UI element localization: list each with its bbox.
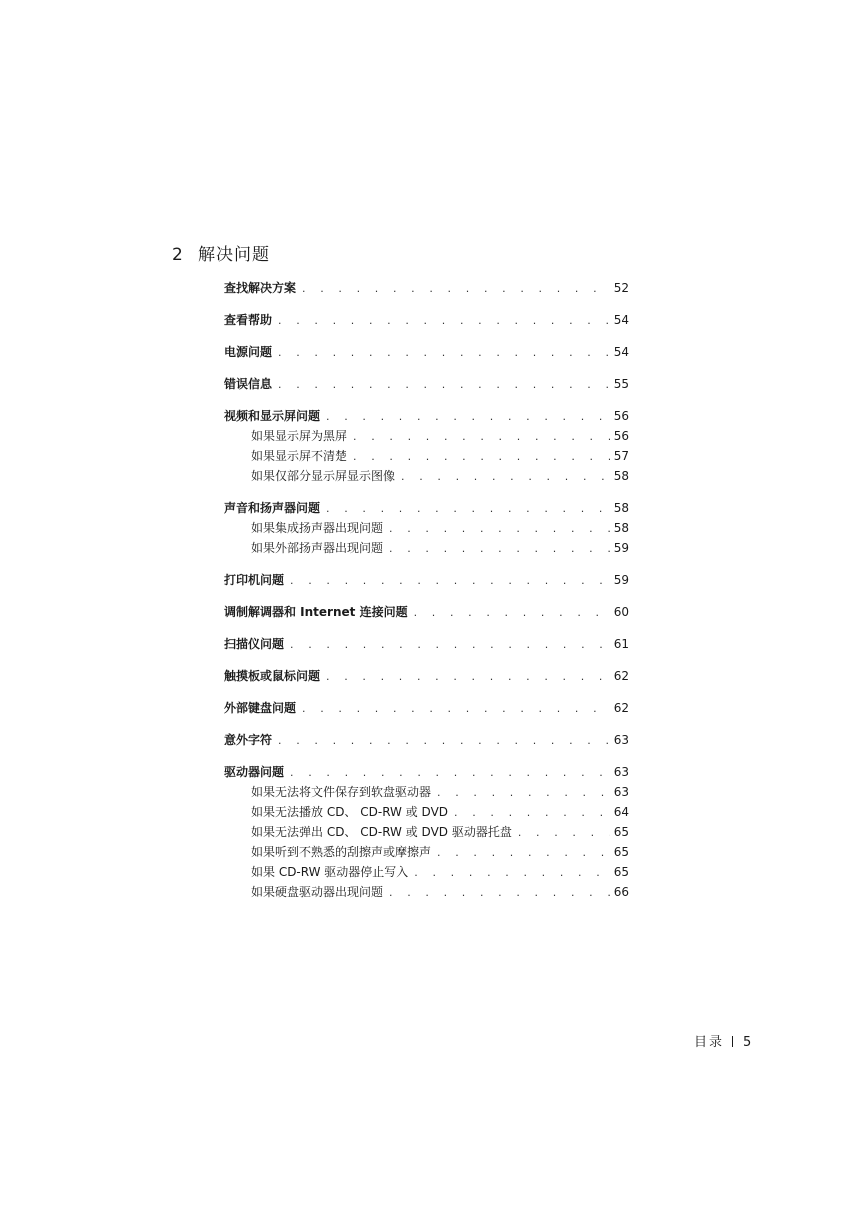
toc-entry-page: 58 — [613, 501, 629, 515]
toc-dot-leader — [437, 783, 610, 802]
toc-dot-leader — [278, 375, 610, 394]
toc-section-entry[interactable] — [224, 762, 629, 782]
chapter-number: 2 — [172, 245, 184, 265]
toc-entry-page: 62 — [613, 701, 629, 715]
section-gap — [224, 654, 629, 666]
toc-dot-leader — [278, 311, 610, 330]
toc-entry-title: 触摸板或鼠标问题 — [224, 669, 321, 683]
toc-dot-leader — [278, 731, 610, 750]
toc-entry-page: 56 — [613, 429, 629, 443]
section-gap — [224, 686, 629, 698]
toc-subsection-entry[interactable] — [224, 446, 629, 466]
section-gap — [224, 330, 629, 342]
toc-section-entry[interactable] — [224, 374, 629, 394]
toc-dot-leader — [414, 603, 610, 622]
toc-dot-leader — [302, 279, 610, 298]
section-gap — [224, 394, 629, 406]
toc-entry-page: 58 — [613, 469, 629, 483]
toc-entry-page: 56 — [613, 409, 629, 423]
toc-section-entry[interactable] — [224, 406, 629, 426]
toc-subsection-entry[interactable] — [224, 822, 629, 842]
section-gap — [224, 718, 629, 730]
toc-section-entry[interactable] — [224, 278, 629, 298]
toc-section-entry[interactable] — [224, 698, 629, 718]
toc-entry-title: 视频和显示屏问题 — [224, 409, 321, 423]
toc-subsection-entry[interactable] — [224, 538, 629, 558]
toc-entry-title: 如果无法弹出 CD、 CD-RW 或 DVD 驱动器托盘 — [251, 825, 512, 839]
toc-entry-page: 63 — [613, 733, 629, 747]
section-gap — [224, 590, 629, 602]
toc-section-entry[interactable] — [224, 342, 629, 362]
toc-dot-leader — [437, 843, 610, 862]
toc-dot-leader — [414, 863, 609, 882]
toc-subsection-entry[interactable] — [224, 842, 629, 862]
toc-dot-leader — [290, 635, 610, 654]
page-footer — [694, 1031, 753, 1050]
section-gap — [224, 558, 629, 570]
toc-dot-leader — [389, 519, 610, 538]
toc-entry-title: 如果外部扬声器出现问题 — [251, 541, 384, 555]
toc-entry-title: 如果硬盘驱动器出现问题 — [251, 885, 384, 899]
toc-dot-leader — [518, 823, 610, 842]
section-gap — [224, 750, 629, 762]
toc-entry-title: 查找解决方案 — [224, 281, 297, 295]
toc-entry-page: 59 — [613, 573, 629, 587]
toc-subsection-entry[interactable] — [224, 466, 629, 486]
section-gap — [224, 298, 629, 310]
toc-entry-title: 如果显示屏为黑屏 — [251, 429, 348, 443]
toc-entry-page: 55 — [613, 377, 629, 391]
toc-entry-page: 63 — [613, 765, 629, 779]
toc-entry-title: 声音和扬声器问题 — [224, 501, 321, 515]
toc-entry-title: 打印机问题 — [224, 573, 285, 587]
toc-dot-leader — [326, 407, 610, 426]
toc-entry-title: 如果显示屏不清楚 — [251, 449, 348, 463]
toc-subsection-entry[interactable] — [224, 882, 629, 902]
toc-dot-leader — [326, 499, 610, 518]
section-gap — [224, 622, 629, 634]
toc-entry-page: 63 — [613, 785, 629, 799]
toc-entry-title: 外部键盘问题 — [224, 701, 297, 715]
toc-entry-title: 扫描仪问题 — [224, 637, 285, 651]
toc-entry-page: 57 — [613, 449, 629, 463]
toc-dot-leader — [290, 763, 610, 782]
toc-entry-page: 65 — [613, 845, 629, 859]
toc-subsection-entry[interactable] — [224, 518, 629, 538]
toc-entry-page: 61 — [613, 637, 629, 651]
toc-subsection-entry[interactable] — [224, 782, 629, 802]
toc-subsection-entry[interactable] — [224, 862, 629, 882]
footer-section-label: 目录 — [694, 1035, 725, 1050]
toc-entry-title: 驱动器问题 — [224, 765, 285, 779]
toc-entry-title: 意外字符 — [224, 733, 273, 747]
toc-entry-title: 如果 CD-RW 驱动器停止写入 — [251, 865, 409, 879]
toc-entry-page: 66 — [613, 885, 629, 899]
toc-entry-title: 电源问题 — [224, 345, 273, 359]
toc-dot-leader — [290, 571, 610, 590]
toc-entry-page: 62 — [613, 669, 629, 683]
toc-entry-page: 59 — [613, 541, 629, 555]
toc-entry-title: 如果仅部分显示屏显示图像 — [251, 469, 396, 483]
toc-section-entry[interactable] — [224, 602, 629, 622]
toc-entry-title: 查看帮助 — [224, 313, 273, 327]
toc-entry-page: 54 — [613, 313, 629, 327]
toc-entry-page: 65 — [613, 865, 629, 879]
toc-entry-page: 58 — [613, 521, 629, 535]
toc-entry-page: 54 — [613, 345, 629, 359]
toc-entry-page: 64 — [613, 805, 629, 819]
toc-dot-leader — [389, 539, 610, 558]
toc-entry-page: 52 — [613, 281, 629, 295]
toc-section-entry[interactable] — [224, 634, 629, 654]
toc-dot-leader — [389, 883, 610, 902]
toc-dot-leader — [454, 803, 610, 822]
toc-subsection-entry[interactable] — [224, 426, 629, 446]
toc-entry-title: 如果无法播放 CD、 CD-RW 或 DVD — [251, 805, 449, 819]
toc-dot-leader — [353, 447, 610, 466]
toc-entry-page: 65 — [613, 825, 629, 839]
toc-section-entry[interactable] — [224, 666, 629, 686]
toc-dot-leader — [302, 699, 610, 718]
table-of-contents — [224, 278, 629, 902]
toc-dot-leader — [353, 427, 610, 446]
toc-entry-title: 如果集成扬声器出现问题 — [251, 521, 384, 535]
toc-section-entry[interactable] — [224, 570, 629, 590]
toc-section-entry[interactable] — [224, 310, 629, 330]
toc-section-entry[interactable] — [224, 730, 629, 750]
toc-dot-leader — [401, 467, 610, 486]
chapter-heading — [172, 240, 270, 265]
section-gap — [224, 362, 629, 374]
toc-dot-leader — [278, 343, 610, 362]
toc-entry-title: 错误信息 — [224, 377, 273, 391]
chapter-title: 解决问题 — [198, 245, 270, 265]
toc-entry-title: 调制解调器和 Internet 连接问题 — [224, 605, 408, 619]
footer-page-number: 5 — [743, 1035, 754, 1050]
toc-subsection-entry[interactable] — [224, 802, 629, 822]
toc-entry-title: 如果听到不熟悉的刮擦声或摩擦声 — [251, 845, 432, 859]
toc-section-entry[interactable] — [224, 498, 629, 518]
toc-entry-page: 60 — [613, 605, 629, 619]
footer-separator — [732, 1036, 733, 1047]
toc-dot-leader — [326, 667, 610, 686]
section-gap — [224, 486, 629, 498]
toc-entry-title: 如果无法将文件保存到软盘驱动器 — [251, 785, 432, 799]
